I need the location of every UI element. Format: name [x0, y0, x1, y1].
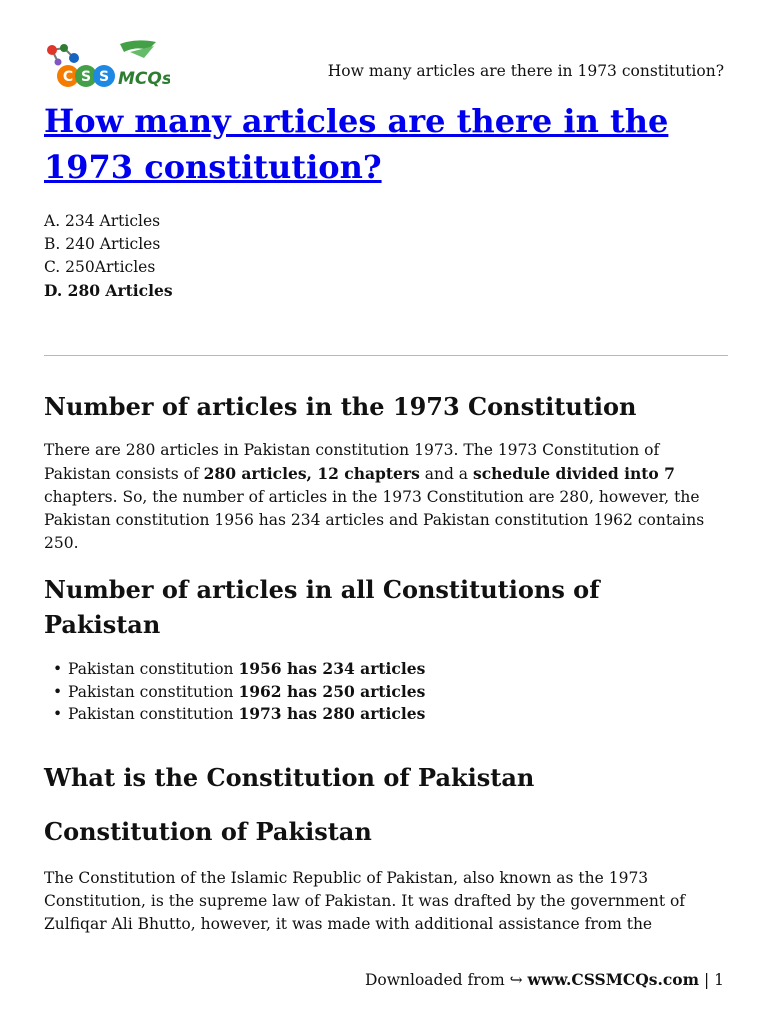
footer-prefix: Downloaded from ↪	[364, 971, 528, 989]
text-run: There are 280 articles in Pakistan constitution 1973. The 1973 Constitution of Pakistan consists of	[44, 441, 660, 483]
list-item-bold: 1962 has 250 articles	[238, 681, 426, 701]
option-d-correct: D. 280 Articles	[44, 281, 173, 300]
running-header-title: How many articles are there in 1973 constitution?	[327, 62, 724, 80]
logo-graphic	[44, 38, 170, 94]
list-item-prefix: Pakistan constitution	[68, 705, 239, 723]
option-c: C. 250Articles	[44, 258, 156, 276]
list-item	[68, 703, 728, 726]
bold-run: 280 articles, 12 chapters	[203, 464, 420, 483]
text-run: and a	[419, 465, 473, 483]
divider	[44, 355, 728, 356]
question-title-link[interactable]	[44, 102, 668, 186]
list-item-prefix: Pakistan constitution	[68, 660, 239, 678]
section-heading-1973-articles: Number of articles in the 1973 Constitution	[44, 392, 637, 421]
list-item	[68, 681, 728, 704]
footer-separator: |	[699, 971, 715, 989]
svg-text:MCQs: MCQs	[118, 69, 170, 89]
paragraph-constitution-of-pakistan: The Constitution of the Islamic Republic of Pakistan, also known as the 1973 Constitution, is the supreme law of Pakistan. It was drafted by the government of Zulfiqar Ali Bhutto, however, it was made with additional assistance from the	[44, 868, 686, 933]
question-title	[44, 98, 728, 190]
list-item-bold: 1956 has 234 articles	[238, 659, 426, 678]
section-heading-all-constitutions	[44, 572, 728, 642]
question-title-line-1: How many articles are there in the	[44, 102, 669, 140]
option-b: B. 240 Articles	[44, 235, 161, 253]
page-content	[44, 98, 728, 936]
page-footer	[365, 970, 724, 989]
footer-site-link[interactable]: www.CSSMCQs.com	[527, 970, 700, 989]
svg-text:S: S	[80, 69, 92, 85]
heading-line-2: Pakistan	[44, 610, 161, 639]
section-heading-constitution-of-pakistan: Constitution of Pakistan	[44, 816, 372, 846]
bold-run: schedule divided into 7	[472, 464, 675, 483]
list-item	[68, 658, 728, 681]
svg-text:C: C	[62, 69, 74, 85]
answer-options	[44, 210, 728, 302]
option-a: A. 234 Articles	[44, 212, 161, 230]
paragraph-1973-articles	[44, 439, 728, 555]
list-item-bold: 1973 has 280 articles	[238, 704, 426, 723]
cssmcqs-logo[interactable]	[44, 38, 170, 94]
page-number: 1	[714, 971, 724, 989]
text-run: chapters. So, the number of articles in the 1973 Constitution are 280, however, the Pakistan constitution 1956 has 234 articles and Pakistan constitution 1962 contains 250.	[44, 488, 705, 552]
svg-text:S: S	[98, 69, 110, 85]
question-title-line-2: 1973 constitution?	[44, 148, 382, 186]
list-item-prefix: Pakistan constitution	[68, 682, 239, 701]
section-heading-what-is-constitution: What is the Constitution of Pakistan	[44, 762, 535, 792]
heading-line-1: Number of articles in all Constitutions of	[44, 575, 600, 604]
constitutions-list	[44, 658, 728, 726]
